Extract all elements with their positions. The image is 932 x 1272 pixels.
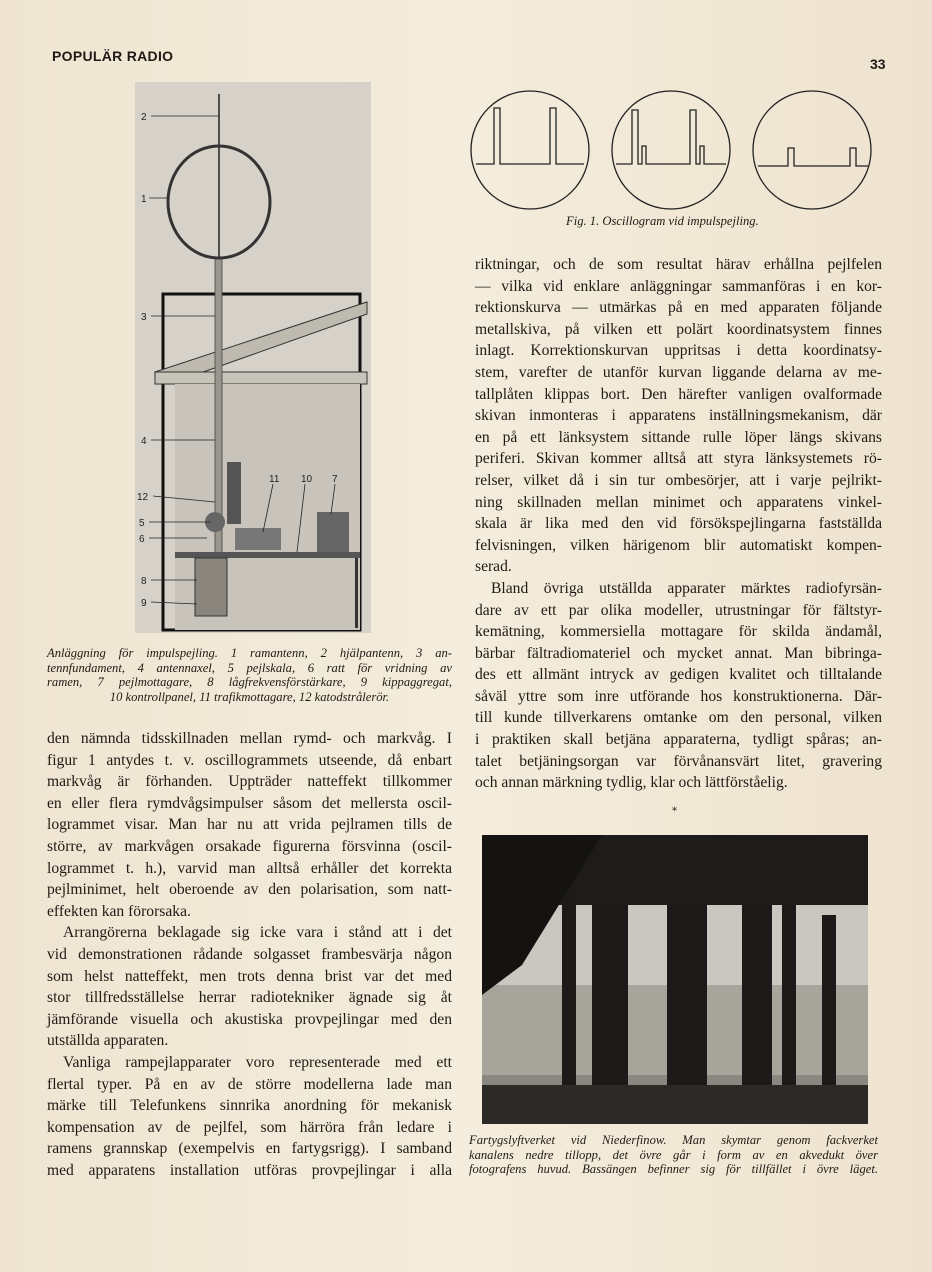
text-line: metallskiva, på vilken ett polärt koordinatsystem finnes <box>475 320 882 338</box>
oscillogram-middle <box>612 91 730 209</box>
diagram-label-1: 1 <box>141 194 147 205</box>
paragraph <box>475 578 882 794</box>
ship-lift-caption <box>469 1133 878 1177</box>
text-line: märke till Telefunkens sinnrika anordning för mekanisk <box>47 1097 452 1115</box>
text-line: logrammet visar. Man har nu att vrida pejlramen tills de <box>47 816 452 834</box>
diagram-label-3: 3 <box>141 312 147 323</box>
text-line: en eller flera rymdvågsimpulser såsom det mellersta oscil- <box>47 794 452 812</box>
diagram-label-8: 8 <box>141 576 147 587</box>
text-line: till kunde tillverkarens omtanke om den personal, vilken <box>475 709 882 727</box>
text-line: bärbar fältradiomateriel och mycket annat. Man bibringa- <box>475 644 882 662</box>
text-line: Arrangörerna beklagade sig icke vara i stånd att i det <box>63 924 452 942</box>
text-line: som helst natteffekt, men trots denna brist var det med <box>47 967 452 985</box>
oscillogram-figure <box>466 90 886 214</box>
text-line: ramens grannskap (exempelvis en fartygsrigg). I samband <box>47 1140 452 1158</box>
text-line: Bland övriga utställda apparater märktes radiofyrsän- <box>491 579 882 597</box>
diagram-label-2: 2 <box>141 112 147 123</box>
text-line: utställda apparaten. <box>47 1032 169 1050</box>
diagram-label-7: 7 <box>332 474 338 485</box>
text-line: vid demonstrationen rådande solgasset frambesvärja någon <box>47 945 452 963</box>
text-line: kemätning, kommersiella mottagare för skilda ändamål, <box>475 623 882 641</box>
text-line: ning skillnaden mellan minimet och apparatens vinkel- <box>475 493 882 511</box>
caption-line: ramen, 7 pejlmottagare, 8 lågfrekvensförstärkare, 9 kippaggregat, <box>47 675 452 689</box>
magazine-title: POPULÄR RADIO <box>52 48 174 64</box>
antenna-installation-photo <box>135 82 371 633</box>
text-line: kompensation av de pejlfel, som härröra från ledare i <box>47 1118 452 1136</box>
text-line: serad. <box>475 558 512 576</box>
diagram-label-11: 11 <box>269 474 280 485</box>
diagram-label-5: 5 <box>139 518 145 529</box>
paragraph <box>47 1052 452 1182</box>
text-line: tallplåten klippas bort. Den härefter vanligen ovalformade <box>475 385 882 403</box>
caption-line: Anläggning för impulspejling. 1 ramantenn, 2 hjälpantenn, 3 an- <box>47 646 452 660</box>
caption-line: tennfundament, 4 antennaxel, 5 pejlskala, 6 ratt för vridning av <box>47 660 452 675</box>
text-line: markvåg är förhanden. Uppträder natteffekt tillkommer <box>47 773 452 791</box>
text-line: med apparatens installation utföras provpejlingar i alla <box>47 1161 452 1179</box>
oscillogram-right <box>753 91 871 209</box>
text-line: periferi. Skivan kommer alltså att styra länksystemets rö- <box>475 450 882 468</box>
diagram-label-9: 9 <box>141 598 147 609</box>
text-line: flertal typer. På en av de större modellerna lade man <box>47 1075 452 1093</box>
text-line: stem, varefter de utanför kurvan liggande delarna av me- <box>475 363 882 381</box>
text-line: relser, vilket då i sin tur ombesörjer, att i varje pejlrikt- <box>475 471 882 489</box>
diagram-label-10: 10 <box>301 474 313 485</box>
caption-line: 10 kontrollpanel, 11 trafikmottagare, 12 katodstrålerör. <box>109 689 390 704</box>
paragraph <box>47 922 452 1052</box>
text-line: riktningar, och de som resultat härav erhållna pejlfelen <box>475 256 882 273</box>
text-line: — vilka vid enklare anläggningar sammanföras i en kor- <box>475 277 882 295</box>
paragraph <box>47 728 452 922</box>
caption-line: fotografens huvud. Bassängen befinner sig för tillfället i övre läget. <box>469 1162 878 1176</box>
caption-line: kanalens nedre tillopp, det övre går i form av en akvedukt över <box>469 1147 878 1162</box>
ship-lift-photo <box>482 835 868 1124</box>
caption-line: Fartygslyftverket vid Niederfinow. Man skymtar genom fackverket <box>469 1133 878 1147</box>
figure-1-caption: Fig. 1. Oscillogram vid impulspejling. <box>566 214 759 228</box>
section-separator: * <box>672 806 677 817</box>
text-line: den nämnda tidsskillnaden mellan rymd- och markvåg. I <box>47 730 452 747</box>
text-line: större, av markvågen orsakade figurerna försvinna (oscil- <box>47 837 452 855</box>
text-line: dare av ett par olika modeller, utrustningar för fältstyr- <box>475 601 882 619</box>
left-column-text <box>47 728 452 1181</box>
text-line: och annan märkning tydlig, klar och lättförståelig. <box>475 774 788 792</box>
text-line: skivan inmonteras i apparatens inställningsmekanism, där <box>475 407 882 425</box>
text-line: Vanliga rampejlapparater voro representerade med ett <box>63 1053 452 1071</box>
text-line: pejlminimet, helt oberoende av den polarisation, som natt- <box>47 881 452 899</box>
page-number: 33 <box>870 56 886 72</box>
text-line: rektionskurva — utmärkas på en med apparaten följande <box>475 299 882 317</box>
text-line: jämförande visuella och akustiska provpejlingar med den <box>47 1010 452 1028</box>
text-line: stor tillfredsställelse herrar radiotekniker ägnade sig åt <box>47 989 452 1007</box>
paragraph <box>475 254 882 578</box>
text-line: inlagt. Korrektionskurvan uppritsas i detta koordinatsy- <box>475 342 882 360</box>
text-line: en på ett länksystem sittande rulle löper längs skivans <box>475 428 882 446</box>
text-line: såväl yttre som inre utförande hos konstruktionerna. Där- <box>475 687 882 705</box>
text-line: figur 1 antydes t. v. oscillogrammets utseende, då enbart <box>47 751 452 769</box>
antenna-figure-caption <box>47 646 452 704</box>
text-line: des ett allmänt intryck av gedigen kvalitet och tilltalande <box>475 666 882 684</box>
text-line: effekten kan förorsaka. <box>47 902 191 920</box>
text-line: logrammet t. h.), varvid man alltså erhåller det korrekta <box>47 859 452 877</box>
text-line: talet betjäningsorgan var förvånansvärt litet, gravering <box>475 752 882 770</box>
diagram-label-12: 12 <box>137 492 149 503</box>
diagram-label-6: 6 <box>139 534 145 545</box>
diagram-label-4: 4 <box>141 436 147 447</box>
right-column-text <box>475 254 882 794</box>
text-line: felvisningen, vilken härigenom blir automatiskt kompen- <box>475 536 882 554</box>
oscillogram-left <box>471 91 589 209</box>
text-line: skala är lika med den vid försökspejlingarna fastställda <box>475 515 882 533</box>
text-line: i praktiken skall betjäna apparaterna, tydligt spåras; an- <box>475 731 882 749</box>
